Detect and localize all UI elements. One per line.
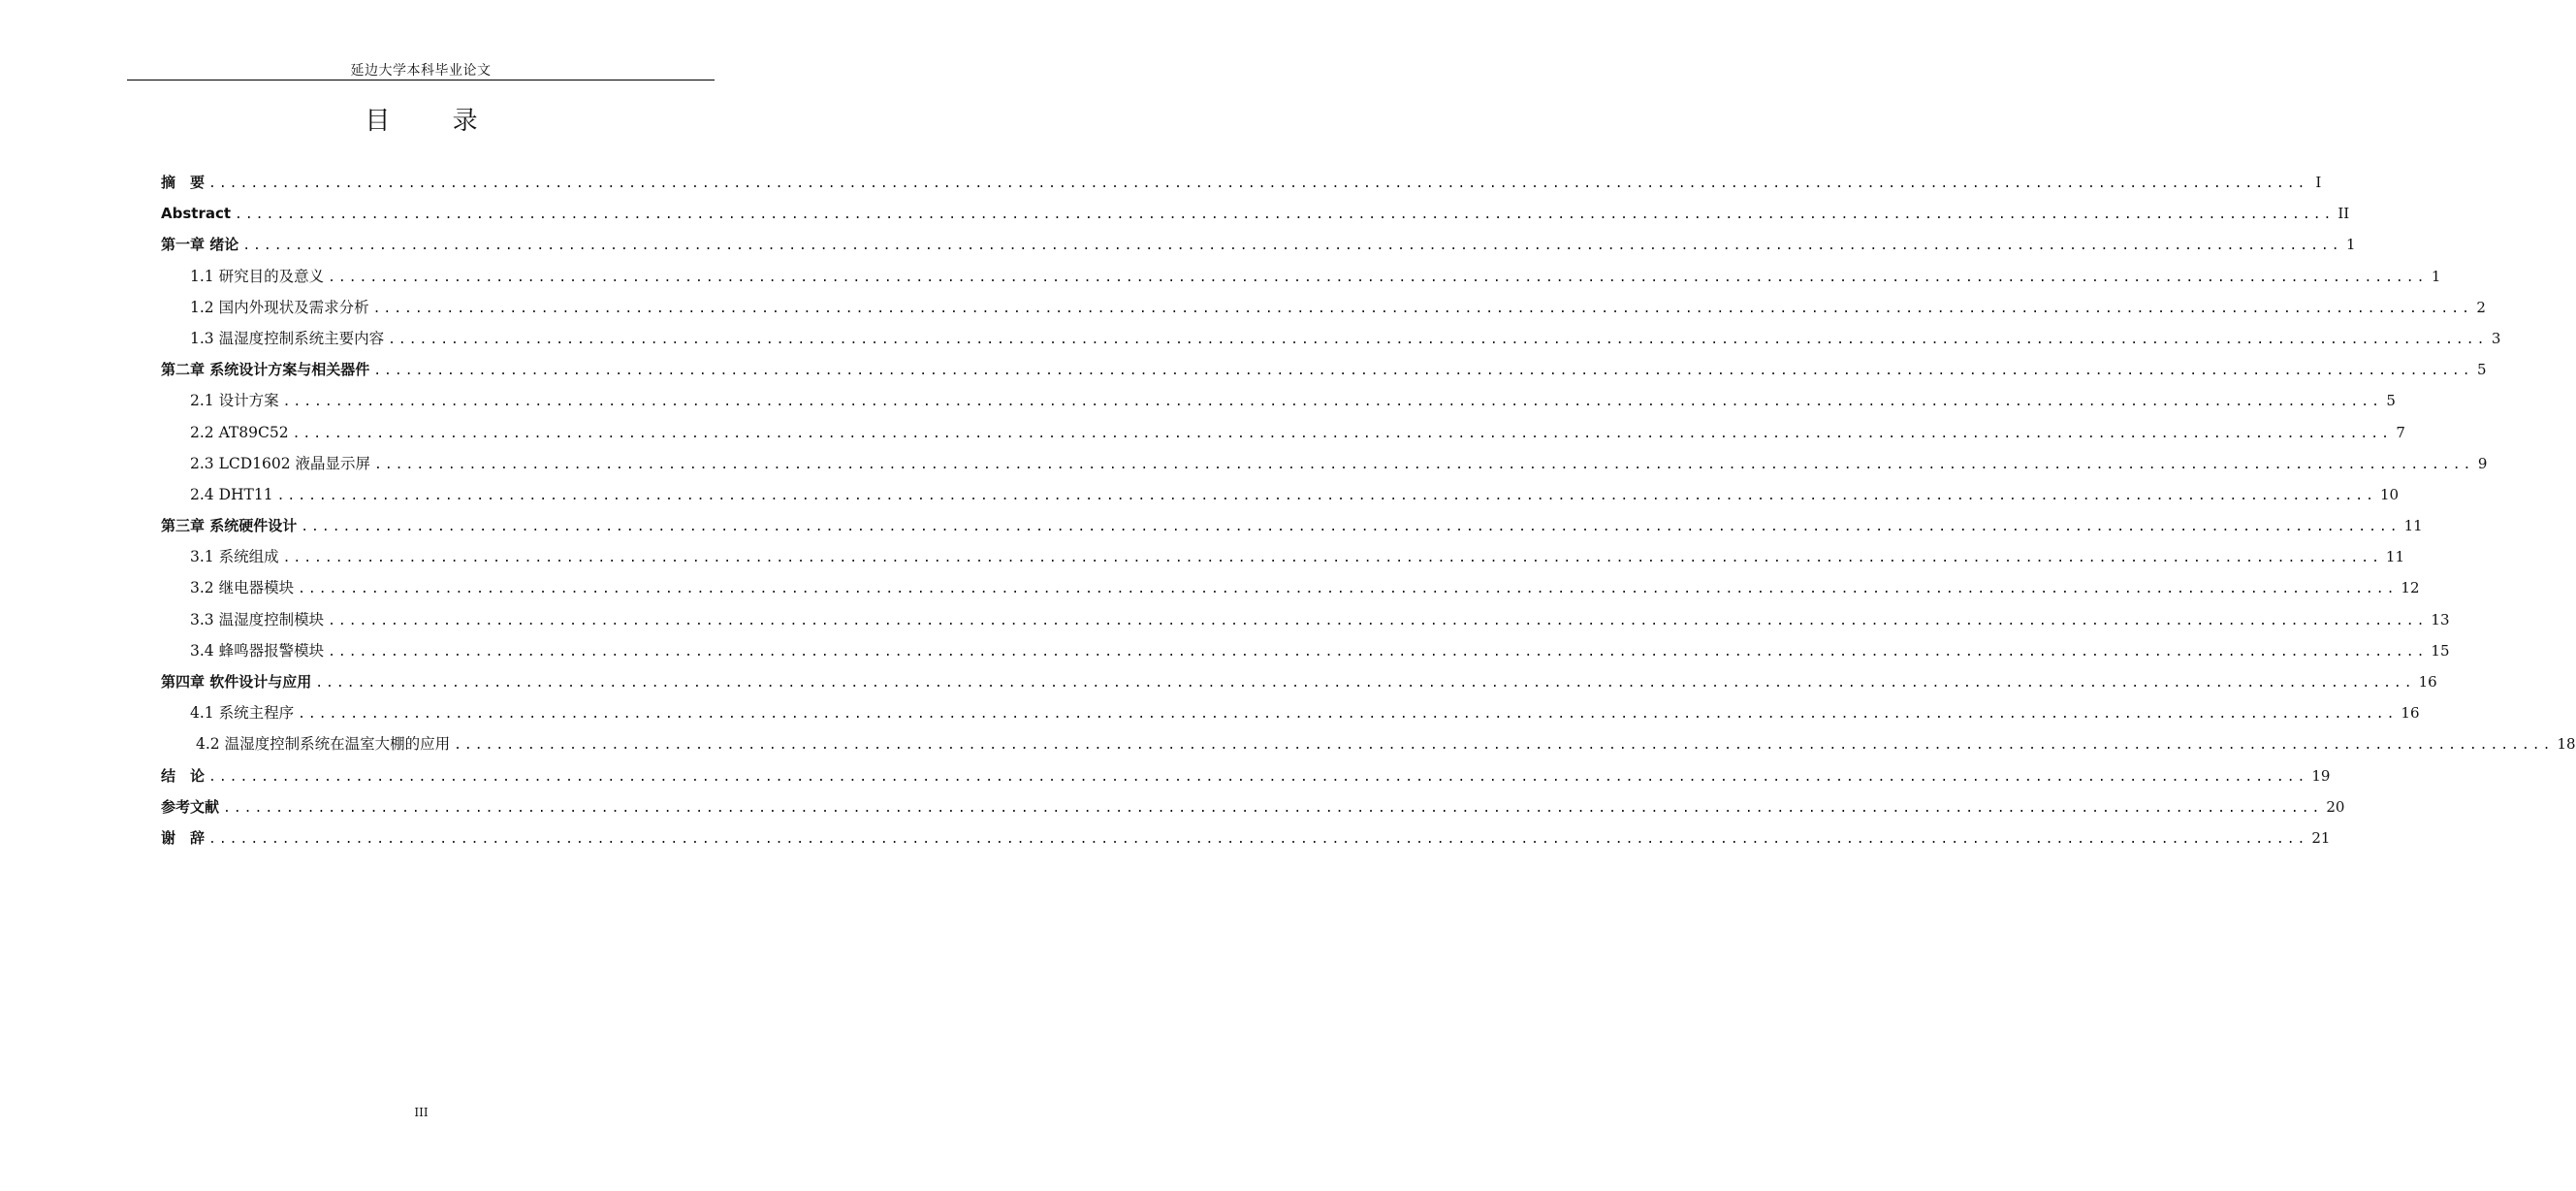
toc-entry-page: 13 xyxy=(2431,610,2450,628)
toc-entry[interactable] xyxy=(161,604,2450,635)
toc-entry-page: 11 xyxy=(2403,517,2423,535)
toc-entry-page: 5 xyxy=(2477,361,2487,379)
dot-leader: ........................................................................................................................................................................................................ xyxy=(328,613,2428,628)
toc-entry-page: 11 xyxy=(2385,548,2405,566)
toc-entry[interactable] xyxy=(161,666,2437,697)
toc-entry-page: 1 xyxy=(2346,236,2356,254)
dot-leader: ........................................................................................................................................................................................................ xyxy=(298,582,2398,597)
toc-entry-page: 9 xyxy=(2477,454,2488,472)
toc-entry-label: 1.2 国内外现状及需求分析 xyxy=(190,298,369,316)
dot-leader: ........................................................................................................................................................................................................ xyxy=(298,707,2398,723)
toc-entry[interactable] xyxy=(161,541,2405,572)
toc-entry-page: II xyxy=(2337,205,2350,223)
toc-entry[interactable] xyxy=(161,822,2331,853)
toc-entry[interactable] xyxy=(161,635,2450,666)
toc-entry-page: 21 xyxy=(2311,828,2331,847)
toc-entry-label: 2.1 设计方案 xyxy=(190,392,279,410)
toc-entry-label: 结 论 xyxy=(161,766,206,785)
toc-entry-label: 摘 要 xyxy=(161,174,206,191)
toc-entry-page: 15 xyxy=(2431,641,2450,660)
dot-leader: ........................................................................................................................................................................................................ xyxy=(372,301,2472,316)
dot-leader: ........................................................................................................................................................................................................ xyxy=(282,395,2382,410)
toc-entry-label: 谢 辞 xyxy=(161,828,206,847)
toc-entry-page: 7 xyxy=(2396,423,2405,441)
dot-leader: ........................................................................................................................................................................................................ xyxy=(208,831,2308,847)
toc-entry-label: 2.2 AT89C52 xyxy=(190,423,289,441)
toc-entry-label: 第二章 系统设计方案与相关器件 xyxy=(161,361,370,379)
toc-entry-page: 18 xyxy=(2557,735,2576,754)
running-header: 延边大学本科毕业论文 xyxy=(350,63,492,79)
dot-leader: ........................................................................................................................................................................................................ xyxy=(282,551,2382,566)
toc-entry-page: I xyxy=(2315,174,2322,191)
toc-entry[interactable] xyxy=(161,323,2501,354)
toc-entry-label: 第一章 绪论 xyxy=(161,236,239,254)
toc-entry[interactable] xyxy=(161,510,2423,541)
toc-entry[interactable] xyxy=(161,791,2345,822)
toc-entry-label: 2.3 LCD1602 液晶显示屏 xyxy=(190,454,371,472)
toc-entry-label: 第三章 系统硬件设计 xyxy=(161,517,298,535)
toc-entry-page: 12 xyxy=(2401,579,2420,597)
toc-entry-page: 16 xyxy=(2418,673,2437,691)
toc-entry[interactable] xyxy=(161,198,2350,229)
toc-entry-label: 2.4 DHT11 xyxy=(190,485,273,503)
toc-entry[interactable] xyxy=(161,572,2420,603)
toc-entry-page: 10 xyxy=(2379,485,2400,503)
toc-entry[interactable] xyxy=(161,697,2420,728)
toc-entry-page: 16 xyxy=(2401,704,2420,723)
toc-entry-label: 3.3 温湿度控制模块 xyxy=(190,610,325,628)
page-title: 目 录 xyxy=(365,107,505,136)
dot-leader: ........................................................................................................................................................................................................ xyxy=(242,239,2342,254)
toc-entry-label: 3.2 继电器模块 xyxy=(190,579,295,597)
toc-entry[interactable] xyxy=(161,728,2576,759)
toc-entry-label: 参考文献 xyxy=(161,797,220,816)
toc-entry-label: 第四章 软件设计与应用 xyxy=(161,673,312,691)
toc-entry-label: Abstract xyxy=(161,205,232,223)
toc-entry-label: 1.3 温湿度控制系统主要内容 xyxy=(190,329,385,347)
dot-leader: ........................................................................................................................................................................................................ xyxy=(292,426,2392,441)
dot-leader: ........................................................................................................................................................................................................ xyxy=(374,457,2474,472)
dot-leader: ........................................................................................................................................................................................................ xyxy=(235,208,2335,223)
dot-leader: ........................................................................................................................................................................................................ xyxy=(328,644,2428,660)
dot-leader: ........................................................................................................................................................................................................ xyxy=(208,769,2308,785)
dot-leader: ........................................................................................................................................................................................................ xyxy=(276,488,2376,503)
dot-leader: ........................................................................................................................................................................................................ xyxy=(328,270,2428,285)
toc-entry-page: 5 xyxy=(2386,392,2396,410)
toc-entry[interactable] xyxy=(161,167,2322,198)
toc-entry-label: 3.4 蜂鸣器报警模块 xyxy=(190,641,325,660)
toc-entry-label: 1.1 研究目的及意义 xyxy=(190,267,325,285)
dot-leader: ........................................................................................................................................................................................................ xyxy=(315,676,2415,691)
toc-entry[interactable] xyxy=(161,448,2488,479)
toc-entry-page: 19 xyxy=(2311,766,2331,785)
toc-entry[interactable] xyxy=(161,385,2396,416)
toc-entry[interactable] xyxy=(161,354,2487,385)
dot-leader: ........................................................................................................................................................................................................ xyxy=(373,364,2473,379)
toc-entry-page: 3 xyxy=(2491,329,2501,347)
toc-entry[interactable] xyxy=(161,261,2441,292)
toc-entry-label: 4.2 温湿度控制系统在温室大棚的应用 xyxy=(196,735,451,754)
toc-entry[interactable] xyxy=(161,479,2400,510)
toc-entry-page: 2 xyxy=(2476,298,2486,316)
toc-entry[interactable] xyxy=(161,292,2486,323)
toc-entry-label: 4.1 系统主程序 xyxy=(190,704,295,723)
dot-leader: ........................................................................................................................................................................................................ xyxy=(223,800,2323,816)
dot-leader: ........................................................................................................................................................................................................ xyxy=(388,332,2488,347)
toc-entry[interactable] xyxy=(161,417,2405,448)
table-of-contents xyxy=(161,167,2576,853)
toc-entry[interactable] xyxy=(161,229,2356,260)
page-number: III xyxy=(414,1106,429,1119)
toc-entry[interactable] xyxy=(161,760,2331,791)
dot-leader: ........................................................................................................................................................................................................ xyxy=(454,738,2554,754)
dot-leader: ........................................................................................................................................................................................................ xyxy=(208,177,2308,191)
toc-entry-label: 3.1 系统组成 xyxy=(190,548,279,566)
toc-entry-page: 20 xyxy=(2326,797,2345,816)
toc-entry-page: 1 xyxy=(2431,267,2441,285)
dot-leader: ........................................................................................................................................................................................................ xyxy=(301,520,2401,535)
